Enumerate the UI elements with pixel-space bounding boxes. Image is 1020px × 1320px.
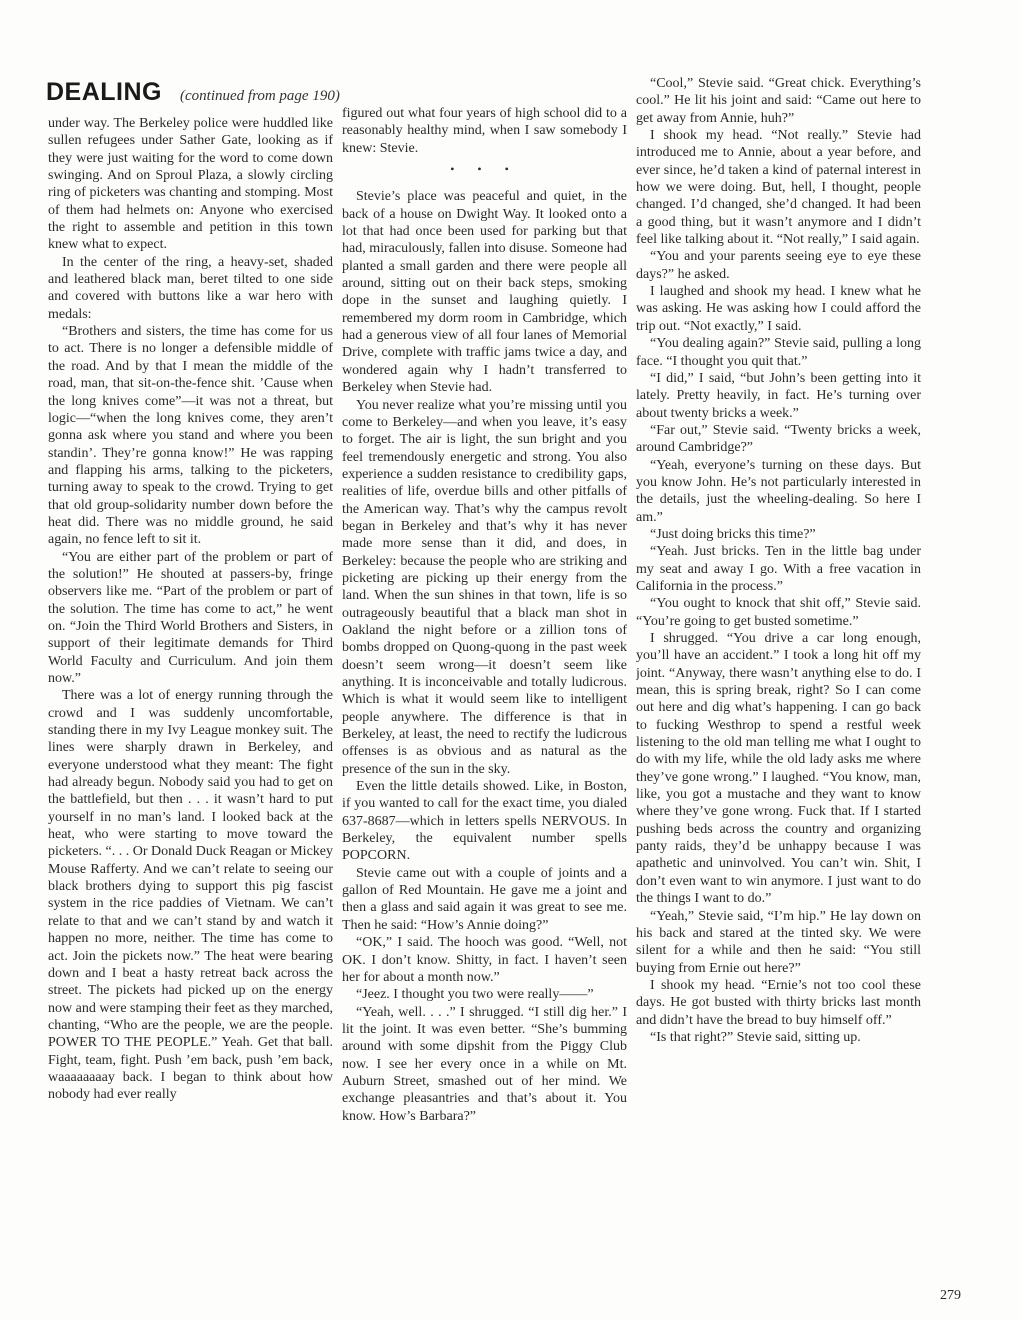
page-number: 279: [940, 1288, 961, 1303]
paragraph: “Jeez. I thought you two were really——”: [356, 987, 594, 1003]
column-left: [48, 115, 333, 1305]
paragraph: In the center of the ring, a heavy-set, shaded and leathered black man, beret tilted to one side and covered with buttons like a war hero with medals:: [48, 254, 333, 322]
paragraph: figured out what four years of high school did to a reasonably healthy mind, when I saw somebody I knew: Stevie.: [342, 106, 627, 156]
paragraph: “Far out,” Stevie said. “Twenty bricks a week, around Cambridge?”: [636, 422, 921, 456]
paragraph: “I did,” I said, “but John’s been getting into it lately. Pretty heavily, in fact. He’s turning over about twenty bricks a week.”: [636, 370, 921, 421]
paragraph: “You ought to knock that shit off,” Stevie said. “You’re going to get busted sometime.”: [636, 596, 921, 629]
paragraph: I shook my head. “Ernie’s not too cool these days. He got busted with thirty bricks last month and didn’t have the bread to buy himself off.”: [636, 977, 921, 1028]
paragraph: Stevie’s place was peaceful and quiet, in the back of a house on Dwight Way. It looked onto a lot that had once been used for parking but that had, miraculously, fallen into disuse. Someone had planted a small garden and there were people all around, sitting out on their back steps, smoking dope in the sunset and laughing quietly. I remembered my dorm room in Cambridge, which had a generous view of all four lanes of Memorial Drive, complete with traffic jams twice a day, and wondered again why I hadn’t transferred to Berkeley when Stevie had.: [342, 189, 627, 396]
paragraph: “Is that right?” Stevie said, sitting up.: [650, 1029, 861, 1045]
paragraph: Stevie came out with a couple of joints and a gallon of Red Mountain. He gave me a joint and then a glass and said again it was great to see me. Then he said: “How’s Annie doing?”: [342, 865, 627, 933]
paragraph: “Just doing bricks this time?”: [650, 526, 816, 542]
paragraph: There was a lot of energy running through the crowd and I was suddenly uncomfortable, standing there in my Ivy League monkey suit. The lines were sharply drawn in Berkeley, and everyone understood what they meant: The fight had already begun. Nobody said you had to get on the battlefield, but then . . . it wasn’t hard to put yourself in no man’s land. I looked back at the heat, who were starting to move toward the picketers. “. . . Or Donald Duck Reagan or Mickey Mouse Rafferty. And we can’t relate to seeing our black brothers dying to support this pig fascist system in the rice paddies of Vietnam. We can’t relate to that and we can’t stand by and watch it happen no more, neither. The time has come to act. Join the pickets now.” The heat were bearing down and I beat a hasty retreat back across the street. The pickets had picked up on the energy now and were stamping their feet as they marched, chanting, “Who are the people, we are the people. POWER TO THE PEOPLE.” Yeah. Get that ball. Fight, team, fight. Push ’em back, push ’em back, waaaaaaaay back. I began to think about how nobody had ever really: [48, 688, 333, 1103]
article-title: DEALING: [46, 78, 162, 106]
paragraph: “Yeah, well. . . .” I shrugged. “I still dig her.” I lit the joint. It was even better. “She’s bumming around with some dipshit from the Piggy Club now. I see her every once in a while on Mt. Auburn Street, smashed out of her mind. We exchange pleasantries and that’s about it. You know. How’s Barbara?”: [342, 1004, 627, 1124]
paragraph: “You dealing again?” Stevie said, pulling a long face. “I thought you quit that.”: [636, 336, 921, 369]
section-separator: • • •: [450, 162, 519, 177]
paragraph: Even the little details showed. Like, in Boston, if you wanted to call for the exact time, you dialed 637-8687—which in letters spells NERVOUS. In Berkeley, the equivalent number spells POPCORN.: [342, 779, 627, 864]
paragraph: “Yeah,” Stevie said, “I’m hip.” He lay down on his back and stared at the tinted sky. We were silent for a while and then he said: “You still buying from Ernie out here?”: [636, 908, 921, 976]
paragraph: “You are either part of the problem or part of the solution!” He shouted at passers-by, fringe observers like me. “Part of the problem or part of the solution. The time has come to act,” he went on. “Join the Third World Brothers and Sisters, in support of their legitimate demands for Third World Faculty and Curriculum. And join them now.”: [48, 549, 333, 686]
column-middle: [342, 105, 627, 1305]
paragraph: “OK,” I said. The hooch was good. “Well, not OK. I don’t know. Shitty, in fact. I haven’t seen her for about a month now.”: [342, 935, 627, 985]
paragraph: I shook my head. “Not really.” Stevie had introduced me to Annie, about a year before, and ever since, he’d taken a kind of paternal interest in how we were doing. But, hell, I thought, people changed. I’d changed, she’d changed. It had been a good thing, but it wasn’t anymore and I didn’t feel like talking about it. “Not really,” I said again.: [636, 128, 921, 248]
paragraph: “Cool,” Stevie said. “Great chick. Everything’s cool.” He lit his joint and said: “Came out here to get away from Annie, huh?”: [636, 76, 921, 126]
paragraph: I laughed and shook my head. I knew what he was asking. He was asking how I could afford the trip out. “Not exactly,” I said.: [636, 284, 921, 334]
paragraph: I shrugged. “You drive a car long enough, you’ll have an accident.” I took a long hit off my joint. “Anyway, there wasn’t anything else to do. I mean, this is spring break, right? So I can come out here and dig what’s happening. I can go back to fucking Westhrop to spend a restful week listening to the old man telling me what I ought to do with my life, while the old lady asks me where they’ve gone wrong.” I laughed. “You know, man, like, you got a mustache and they want to know where they’ve gone wrong. Fuck that. If I started pushing beds across the country and organizing panty raids, they’d be unhappy because I was apathetic and uninvolved. You can’t win. Shit, I don’t even want to win anymore. I just want to do the things I want to do.”: [636, 631, 921, 907]
column-right: [636, 75, 921, 1305]
paragraph: “You and your parents seeing eye to eye these days?” he asked.: [636, 249, 921, 282]
paragraph: “Yeah. Just bricks. Ten in the little bag under my seat and away I go. With a free vacation in California in the process.”: [636, 544, 921, 594]
paragraph: “Brothers and sisters, the time has come for us to act. There is no longer a defensible middle of the road. And by that I mean the middle of the road, man, that sit-on-the-fence shit. ’Cause when the long knives come”—it was not a threat, but logic—“when the long knives come, they aren’t gonna ask where you stand and where you been standin’. They’re gonna know!” He was rapping and flapping his arms, talking to the picketers, turning away to speak to the crowd. Trying to get that old group-solidarity number down before the heat did. There was no middle ground, he said again, no fence left to sit it.: [48, 324, 333, 548]
article-header: [46, 78, 606, 108]
paragraph: under way. The Berkeley police were huddled like sullen refugees under Sather Gate, looking as if they were just waiting for the word to come down swinging. And on Sproul Plaza, a slowly circling ring of picketers was chanting and stomping. Most of them had helmets on: Anyone who exercised the right to assemble and petition in this town knew what to expect.: [48, 116, 333, 253]
paragraph: You never realize what you’re missing until you come to Berkeley—and when you leave, it’s easy to forget. The air is light, the sun bright and you feel tremendously energetic and strong. You also experience a sudden resistance to credibility gaps, realities of life, overdue bills and other pitfalls of the American way. That’s why the campus revolt began in Berkeley and that’s why it has never made more sense than it did, and does, in Berkeley: because the people who are striking and picketing are picking up their energy from the land. When the sun shines in that town, life is so outrageously beautiful that a black man shot in Oakland the night before or a zillion tons of bombs dropped on Quong-quong in the past week doesn’t seem wrong—it doesn’t seem like anything. It is inconceivable and totally ludicrous. Which is what it would seem like to intelligent people anywhere. The difference is that in Berkeley, at least, the need to rectify the ludicrous offenses is as obvious and as natural as the presence of the sun in the sky.: [342, 397, 627, 777]
paragraph: “Yeah, everyone’s turning on these days. But you know John. He’s not particularly interested in the details, just the wheeling-dealing. So here I am.”: [636, 457, 921, 525]
continued-note: (continued from page 190): [180, 88, 340, 104]
